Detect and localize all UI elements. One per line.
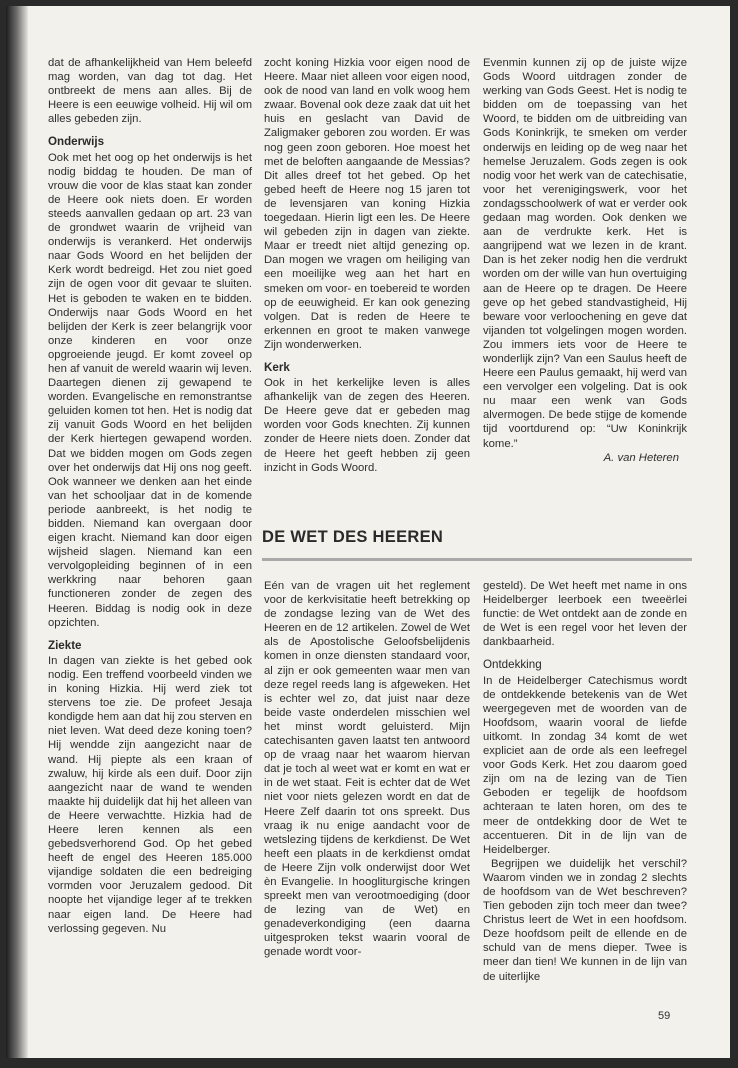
left-column [48,56,252,936]
article-title: DE WET DES HEEREN [262,528,444,546]
onderwijs-paragraph: Ook met het oog op het onderwijs is het nodig biddag te houden. De man of vrouw die voor de klas staat kan zonder de Heere ook niets doen. Er worden steeds aanvallen gedaan op art. 23 van de grondwet waarin de vrijheid van onderwijs is verankerd. Het onderwijs naar Gods Woord en het belijden der Kerk wordt bedreigd. Het zou niet goed zijn de ogen voor dit gevaar te sluiten. Het is geboden te waken en te bidden. Onderwijs naar Gods Woord en het belijden der Kerk is zeer belangrijk voor onze kinderen en voor onze opgroeiende jeugd. Er komt zoveel op hen af vanuit de wereld waarin wij leven. Daartegen dienen zij gewapend te worden. Evangelische en remonstrantse geluiden komen tot hen. Het is nodig dat zij vanuit Gods Woord en het belijden der Kerk hiertegen gewapend worden. Dat we bidden mogen om Gods zegen over het onderwijs dat Hij ons nog geeft. Ook wanneer we denken aan het einde van het schooljaar dat in de komende periode aanbreekt, is het nodig te bidden. Niemand kan overgaan door eigen kracht. Niemand kan door eigen wijsheid slagen. Niemand kan een vervolgopleiding beginnen of in een werkkring naar behoren gaan functioneren zonder de zegen des Heeren. Biddag is nodig ook in deze opzichten. [48,151,252,629]
ziekte-paragraph: In dagen van ziekte is het gebed ook nodig. Een treffend voorbeeld vinden we in koning Hizkia. Hij werd ziek tot stervens toe zie. De profeet Jesaja kondigde hem aan dat hij zou sterven en niet leven. Wat deed deze koning toen? Hij wendde zijn aangezicht naar de wand. Hij piepte als een kraan of zwaluw, hij kirde als een duif. Door zijn aangezicht naar de wand te wenden maakte hij duidelijk dat hij het alleen van de Heere verwachtte. Hizkia had de Heere leren kennen als een gebedsverhorend God. Op het gebed heeft de engel des Heeren 185.000 vijandige soldaten die een bedreiging vormden voor Jeruzalem gedood. Dit noopte het vijandige leger af te trekken naar eigen land. De Heere had verlossing gegeven. Nu [48,654,252,935]
intro-paragraph: dat de afhankelijkheid van Hem beleefd mag worden, van dag tot dag. Het ontbreekt de mens aan alles. Bij de Heere is een eeuwige volheid. Hij wil om alles gebeden zijn. [48,57,252,126]
author-signature: A. van Heteren [603,451,679,464]
ontdekking-heading: Ontdekking [483,658,542,672]
right-paragraph: Evenmin kunnen zij op de juiste wijze Gods Woord uitdragen zonder de werking van Gods Geest. Het is nodig te bidden om de toepassing van het Woord, te bidden om de uitbreiding van Gods Koninkrijk, te smeken om verder onderwijs en leiding op de weg naar het hemelse Jeruzalem. Gods zegen is ook nodig voor het werk van de catechisatie, voor het verenigingswerk, voor het zondagsschoolwerk of wat er verder ook gedaan mag worden. Ook denken we aan de verdrukte kerk. Het is aangrijpend wat we lezen in de krant. Dan is het zeker nodig hen die verdrukt worden om der wille van hun overtuiging aan de Heere op te dragen. De Heere geve op het gebed standvastigheid, Hij beware voor verloochening en geve dat vijanden tot volgelingen mogen worden. Zou immers iets voor de Heere te wonderlijk zijn? Van een Saulus heeft de Heere een Paulus gemaakt, hij werd van een vervolger een volgeling. Dat is ook nu maar een wenk van Gods alvermogen. De bede stijge de komende tijd voortdurend op: “Uw Koninkrijk kome.” [483,57,687,450]
middle-column [264,56,470,475]
onderwijs-heading: Onderwijs [48,135,105,149]
ontdekking-paragraph: In de Heidelberger Catechismus wordt de ontdekkende betekenis van de Wet weergegeven met de woorden van de Hoofdsom, waarin vooral de liefde uitkomt. In zondag 34 komt de wet expliciet aan de orde als een leefregel voor Gods Kerk. Het zou daarom goed zijn om na de lezing van de Tien Geboden er tegelijk de hoofdsom achteraan te laten horen, om des te meer de ontdekking door de Wet te accentueren. Dit in de lijn van de Heidelberger. [483,674,687,856]
article2-paragraph-1: Eén van de vragen uit het reglement voor de kerkvisitatie heeft betrekking op de zondagse lezing van de Wet des Heeren en de 12 artikelen. Zowel de Wet als de Apostolische Geloofsbelijdenis komen in onze diensten standaard voor, al zijn er ook gemeenten waar men van deze regel reeds lang is afgeweken. Het is echter wel zo, dat juist naar deze beide vaste onderdelen misschien wel het minst wordt geluisterd. Mijn catechisanten gaven laatst ten antwoord op de vraag naar het waarom hiervan dat je toch al weet wat er komt en wat er in de wet staat. Feit is echter dat de Wet niet voor niets gelezen wordt en dat de Heere Zelf daarin tot ons spreekt. Dus vraag ik nu enige aandacht voor de wetslezing tijdens de kerkdienst. De Wet heeft een plaats in de kerkdienst omdat de Heere Zijn volk onderwijst door Wet èn Evangelie. In hoogliturgische kringen spreekt men van verootmoediging (door de lezing van de Wet) en genadeverkondiging (een daarna uitgesproken tekst waarin vooral de genade wordt voor- [264,580,470,959]
ontdekking-paragraph-2: Begrijpen we duidelijk het verschil? Waarom vinden we in zondag 2 slechts de hoofdsom van de Wet beschreven? Tien geboden zijn toch meer dan twee? Christus leert de Wet in een hoofdsom. Deze hoofdsom peilt de ellende en de schuld van de mens dieper. Twee is meer dan tien! We kunnen in de lijn van de uiterlijke [483,857,687,983]
page-number: 59 [658,1010,671,1022]
kerk-heading: Kerk [264,360,290,374]
article2-intro: gesteld). De Wet heeft met name in ons Heidelberger leerboek een tweeërlei functie: de Wet ontdekt aan de zonde en de Wet is een regel voor het leven der dankbaarheid. [483,580,687,649]
middle-paragraph: zocht koning Hizkia voor eigen nood de Heere. Maar niet alleen voor eigen nood, ook de nood van land en volk woog hem zwaar. Bovenal ook deze zaak dat uit het huis en geslacht van David de Zaligmaker geboren zou worden. Er was nog geen zoon geboren. Hoe moest het met de beloften aangaande de Messias? Dit alles dreef tot het gebed. Op het gebed heeft de Heere nog 15 jaren tot de levensjaren van koning Hizkia toegedaan. Hierin ligt een les. De Heere wil gebeden zijn in dagen van ziekte. Maar er treedt niet altijd genezing op. Dan mogen we vragen om heiliging van een moeilijke weg aan het hart en smeken om voor- en toebereid te worden op de eeuwigheid. Er kan ook genezing volgen. Dat is reden de Heere te erkennen en groot te maken vanwege Zijn wonderwerken. [264,57,470,351]
kerk-paragraph: Ook in het kerkelijke leven is alles afhankelijk van de zegen des Heeren. De Heere geve dat er gebeden mag worden voor Gods knechten. Zij kunnen zonder de Heere niets doen. Zonder dat de Heere het geeft hebben zij geen inzicht in Gods Woord. [264,377,470,474]
title-divider [262,558,692,561]
article2-column-1 [264,579,470,960]
article-title-block [262,528,692,547]
ziekte-heading: Ziekte [48,638,82,652]
book-spine-shadow [6,6,28,1058]
article2-column-2 [483,579,687,984]
right-column [483,56,687,465]
magazine-page [6,6,730,1058]
